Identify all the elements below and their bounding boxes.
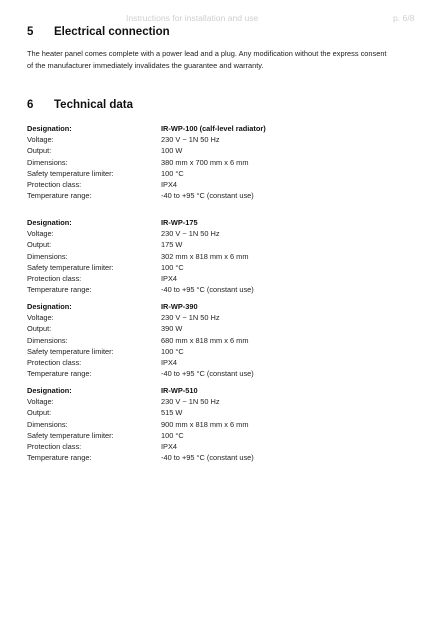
spec-value: -40 to +95 °C (constant use) [161,453,254,463]
spec-label: Safety temperature limiter: [27,262,114,272]
spec-row-designation [27,301,417,312]
spec-label: Voltage: [27,135,54,145]
spec-label: Temperature range: [27,191,92,201]
spec-row-temperature [27,452,417,463]
spec-value: IR-WP-100 (calf-level radiator) [161,124,266,133]
spec-label: Voltage: [27,397,54,407]
spec-value: 380 mm x 700 mm x 6 mm [161,157,249,167]
spec-label: Protection class: [27,179,82,189]
spec-value: 100 °C [161,262,184,272]
spec-row-protection [27,179,417,190]
spec-row-designation [27,123,417,134]
spec-row-voltage [27,134,417,145]
spec-row-limiter [27,430,417,441]
spec-value: 230 V ~ 1N 50 Hz [161,313,220,323]
spec-value: 100 °C [161,346,184,356]
spec-label: Safety temperature limiter: [27,168,114,178]
spec-label: Protection class: [27,273,82,283]
spec-row-temperature [27,368,417,379]
spec-label: Temperature range: [27,285,92,295]
section-number: 5 [27,26,34,38]
spec-block-ir-wp-175 [27,217,417,295]
spec-label: Dimensions: [27,251,68,261]
spec-label: Designation: [27,218,72,227]
spec-label: Designation: [27,386,72,395]
header-title: Instructions for installation and use [126,13,259,23]
spec-value: 900 mm x 818 mm x 6 mm [161,419,249,429]
spec-value: IPX4 [161,273,178,283]
spec-label: Dimensions: [27,157,68,167]
spec-label: Output: [27,240,52,250]
spec-label: Temperature range: [27,453,92,463]
spec-label: Voltage: [27,313,54,323]
spec-value: 100 W [161,146,183,156]
spec-row-designation [27,217,417,228]
spec-row-protection [27,357,417,368]
spec-row-dimensions [27,335,417,346]
spec-label: Voltage: [27,229,54,239]
spec-value: 100 °C [161,430,184,440]
spec-value: 302 mm x 818 mm x 6 mm [161,251,249,261]
spec-block-ir-wp-390 [27,301,417,379]
spec-label: Dimensions: [27,419,68,429]
paragraph-line: of the manufacturer immediately invalidates the guarantee and warranty. [27,60,264,70]
spec-row-limiter [27,168,417,179]
spec-row-protection [27,273,417,284]
spec-value: IPX4 [161,179,178,189]
spec-row-dimensions [27,419,417,430]
spec-row-output [27,323,417,334]
spec-block-ir-wp-510 [27,385,417,463]
spec-label: Designation: [27,302,72,311]
spec-row-temperature [27,190,417,201]
spec-value: IR-WP-510 [161,386,198,395]
spec-value: IR-WP-390 [161,302,198,311]
spec-value: 680 mm x 818 mm x 6 mm [161,335,249,345]
spec-block-ir-wp-100 [27,123,417,201]
spec-label: Safety temperature limiter: [27,430,114,440]
spec-value: -40 to +95 °C (constant use) [161,285,254,295]
spec-row-voltage [27,396,417,407]
spec-value: -40 to +95 °C (constant use) [161,369,254,379]
spec-value: IPX4 [161,441,178,451]
spec-label: Protection class: [27,357,82,367]
spec-row-voltage [27,228,417,239]
spec-value: IR-WP-175 [161,218,198,227]
spec-value: 515 W [161,408,183,418]
spec-row-temperature [27,284,417,295]
spec-label: Output: [27,408,52,418]
spec-row-limiter [27,346,417,357]
spec-row-output [27,145,417,156]
spec-value: 230 V ~ 1N 50 Hz [161,135,220,145]
spec-value: 230 V ~ 1N 50 Hz [161,397,220,407]
spec-row-designation [27,385,417,396]
spec-label: Safety temperature limiter: [27,346,114,356]
page-number: p. 6/8 [393,13,415,23]
spec-value: 230 V ~ 1N 50 Hz [161,229,220,239]
spec-value: -40 to +95 °C (constant use) [161,191,254,201]
spec-label: Output: [27,324,52,334]
section-heading-technical-data [27,99,133,111]
spec-label: Designation: [27,124,72,133]
spec-row-protection [27,441,417,452]
spec-row-dimensions [27,251,417,262]
spec-value: 100 °C [161,168,184,178]
spec-value: 175 W [161,240,183,250]
spec-value: 390 W [161,324,183,334]
spec-label: Output: [27,146,52,156]
spec-label: Protection class: [27,441,82,451]
spec-row-voltage [27,312,417,323]
spec-row-output [27,407,417,418]
spec-value: IPX4 [161,357,178,367]
spec-label: Temperature range: [27,369,92,379]
spec-row-limiter [27,262,417,273]
spec-label: Dimensions: [27,335,68,345]
spec-row-dimensions [27,157,417,168]
section-heading-electrical-connection [27,26,170,38]
section-title: Electrical connection [54,26,170,38]
electrical-connection-paragraph [27,48,422,71]
section-number: 6 [27,99,34,111]
paragraph-line: The heater panel comes complete with a power lead and a plug. Any modification without the express consent [27,49,387,58]
section-title: Technical data [54,99,134,111]
spec-row-output [27,239,417,250]
